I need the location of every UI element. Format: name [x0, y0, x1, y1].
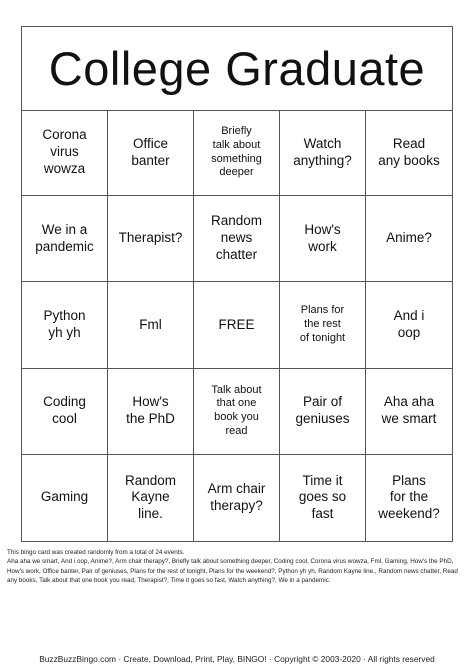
bingo-cell: Arm chair therapy?: [194, 455, 280, 541]
bingo-cell: Random news chatter: [194, 196, 280, 282]
bingo-cell: Time it goes so fast: [280, 455, 366, 541]
bingo-cell: Fml: [108, 282, 194, 368]
footer-copyright: BuzzBuzzBingo.com · Create, Download, Print, Play, BINGO! · Copyright © 2003-2020 · All rights reserved: [39, 654, 435, 664]
bingo-cell: Anime?: [366, 196, 452, 282]
bingo-cell: Office banter: [108, 110, 194, 196]
bingo-cell: Plans for the rest of tonight: [280, 282, 366, 368]
bingo-cell: Watch anything?: [280, 110, 366, 196]
bingo-cell: Random Kayne line.: [108, 455, 194, 541]
bingo-cell: Briefly talk about something deeper: [194, 110, 280, 196]
bingo-cell: Corona virus wowza: [22, 110, 108, 196]
bingo-cell: How's the PhD: [108, 369, 194, 455]
bingo-cell: Plans for the weekend?: [378, 472, 440, 522]
bingo-cell: Talk about that one book you read: [194, 369, 280, 455]
bingo-cell: Therapist?: [108, 196, 194, 282]
bingo-card: [21, 26, 453, 542]
bingo-cell: Aha aha we smart: [366, 369, 452, 455]
bingo-cell: Python yh yh: [22, 282, 108, 368]
bingo-cell: Read any books: [366, 110, 452, 196]
bingo-cell: And i oop: [366, 282, 452, 368]
bingo-cell: Coding cool: [22, 369, 108, 455]
bingo-cell: Gaming: [22, 455, 108, 541]
bingo-cell: We in a pandemic: [22, 196, 108, 282]
events-note: This bingo card was created randomly from a total of 24 events. Aha aha we smart, And i oop, Anime?, Arm chair therapy?, Briefly talk about something deeper, Coding cool, Corona virus wowza, Fml, Gaming, How's the PhD, How's work, Office banter, Pair of geniuses, Plans for the rest of tonight, Plans for the weekend?, Python yh yh, Random Kayne line., Random news chatter, Read any books, Talk about that one book you read, Therapist?, Time it goes so fast, Watch anything?, We in a pandemic.: [7, 549, 458, 585]
bingo-cell: How's work: [280, 196, 366, 282]
bingo-grid: [22, 110, 452, 541]
free-cell: FREE: [194, 282, 280, 368]
card-title: College Graduate: [48, 42, 426, 95]
bingo-cell: Pair of geniuses: [280, 369, 366, 455]
title-row: [22, 27, 452, 111]
